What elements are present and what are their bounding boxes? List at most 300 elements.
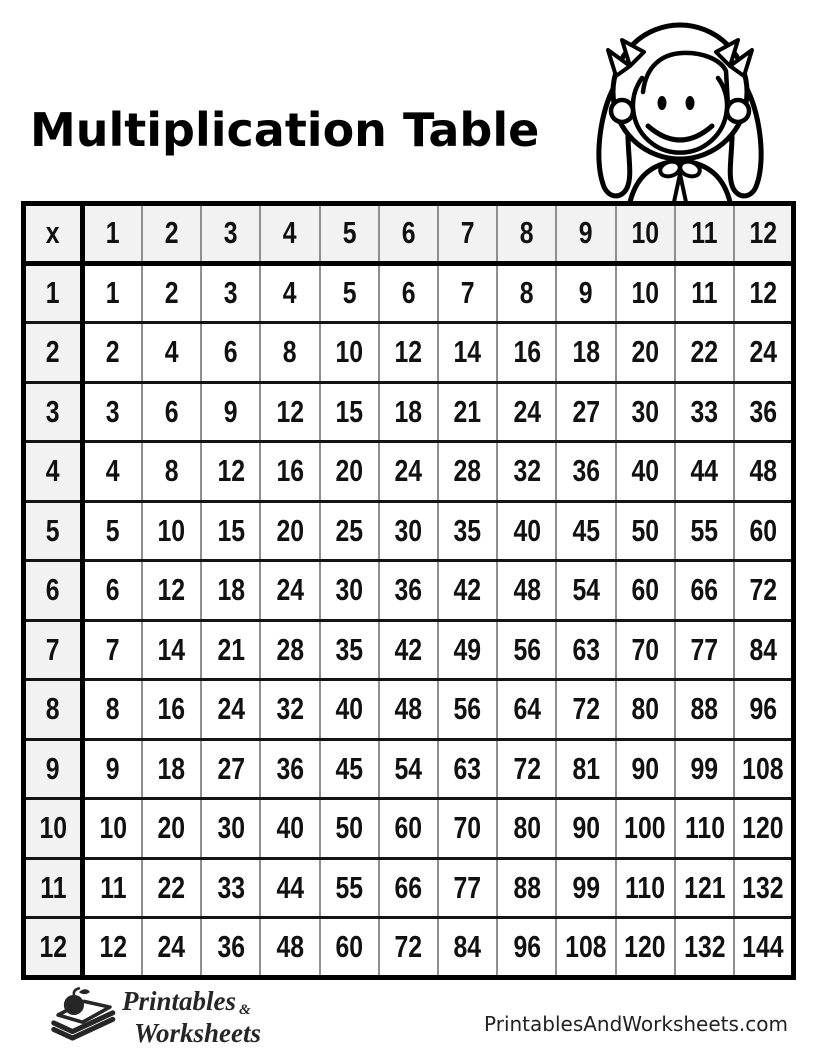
header-cell (556, 204, 615, 264)
header-cell (734, 204, 793, 264)
product-cell (675, 680, 734, 740)
product-cell (201, 561, 260, 621)
product-cell (734, 442, 793, 502)
cell-value: 6 (46, 572, 61, 608)
cell-value: 56 (453, 691, 482, 727)
cell-value: 77 (690, 631, 719, 667)
cell-value: 12 (394, 334, 423, 370)
cell-value: 24 (276, 572, 304, 608)
cell-value: 3 (223, 215, 238, 251)
row-label-cell (24, 442, 83, 502)
product-cell (616, 918, 675, 978)
product-cell (201, 382, 260, 442)
product-cell (675, 739, 734, 799)
header-cell (616, 204, 675, 264)
product-cell (497, 858, 556, 918)
cell-value: 77 (453, 869, 482, 905)
cell-value: 121 (683, 869, 726, 905)
table-row (24, 918, 794, 978)
cell-value: 28 (276, 631, 304, 667)
product-cell (616, 680, 675, 740)
product-cell (497, 382, 556, 442)
cell-value: 60 (749, 512, 777, 548)
product-cell (497, 918, 556, 978)
product-cell (320, 799, 379, 859)
cell-value: 70 (453, 810, 482, 846)
cell-value: 40 (631, 453, 660, 489)
product-cell (616, 263, 675, 323)
product-cell (142, 799, 201, 859)
cell-value: 42 (394, 631, 423, 667)
product-cell (734, 561, 793, 621)
cell-value: 110 (625, 869, 666, 905)
product-cell (675, 858, 734, 918)
cell-value: 144 (742, 928, 784, 964)
product-cell (438, 561, 497, 621)
product-cell (556, 620, 615, 680)
cell-value: 6 (106, 572, 120, 608)
cell-value: 100 (624, 810, 666, 846)
cell-value: 30 (335, 572, 363, 608)
cell-value: 8 (519, 215, 534, 251)
cell-value: 24 (749, 334, 777, 370)
cell-value: 54 (394, 750, 423, 786)
product-cell (556, 918, 615, 978)
logo-wordmark (122, 988, 261, 1047)
cell-value: 132 (683, 928, 726, 964)
cell-value: 5 (342, 275, 357, 311)
product-cell (320, 858, 379, 918)
product-cell (379, 501, 438, 561)
product-cell (142, 680, 201, 740)
cell-value: 36 (394, 572, 423, 608)
row-label-cell (24, 620, 83, 680)
cell-value: 60 (394, 810, 423, 846)
product-cell (675, 263, 734, 323)
product-cell (83, 799, 142, 859)
cell-value: 16 (157, 691, 186, 727)
product-cell (142, 858, 201, 918)
cell-value: x (46, 215, 61, 251)
cell-value: 45 (335, 750, 363, 786)
product-cell (438, 858, 497, 918)
cell-value: 27 (572, 393, 600, 429)
product-cell (260, 799, 319, 859)
product-cell (556, 501, 615, 561)
header-cell (438, 204, 497, 264)
product-cell (616, 739, 675, 799)
product-cell (201, 620, 260, 680)
product-cell (142, 382, 201, 442)
cell-value: 8 (106, 691, 120, 727)
header-cell (497, 204, 556, 264)
cell-value: 5 (106, 512, 120, 548)
product-cell (260, 382, 319, 442)
product-cell (734, 680, 793, 740)
product-cell (438, 739, 497, 799)
product-cell (497, 323, 556, 383)
cell-value: 48 (276, 928, 304, 964)
cell-value: 5 (342, 215, 357, 251)
cell-value: 72 (513, 750, 541, 786)
cell-value: 6 (164, 393, 179, 429)
cell-value: 27 (216, 750, 245, 786)
row-label-cell (24, 382, 83, 442)
cell-value: 88 (690, 691, 719, 727)
cell-value: 12 (39, 928, 67, 964)
table-row (24, 382, 794, 442)
header-cell (142, 204, 201, 264)
product-cell (438, 442, 497, 502)
header-cell (379, 204, 438, 264)
cell-value: 7 (460, 215, 475, 251)
logo-ampersand: & (239, 1002, 251, 1018)
row-label-cell (24, 799, 83, 859)
product-cell (260, 680, 319, 740)
cell-value: 42 (453, 572, 482, 608)
cell-value: 72 (394, 928, 423, 964)
cell-value: 2 (106, 334, 120, 370)
logo-line2: Worksheets (134, 1018, 262, 1048)
product-cell (497, 442, 556, 502)
product-cell (320, 263, 379, 323)
cell-value: 6 (401, 275, 416, 311)
cell-value: 70 (631, 631, 660, 667)
cell-value: 54 (572, 572, 600, 608)
cell-value: 11 (39, 869, 67, 905)
product-cell (142, 442, 201, 502)
product-cell (438, 620, 497, 680)
product-cell (379, 382, 438, 442)
product-cell (616, 323, 675, 383)
product-cell (379, 620, 438, 680)
cell-value: 32 (513, 453, 541, 489)
cell-value: 30 (394, 512, 423, 548)
cell-value: 10 (631, 215, 660, 251)
cell-value: 16 (276, 453, 304, 489)
cell-value: 50 (335, 810, 363, 846)
table-row (24, 620, 794, 680)
product-cell (142, 263, 201, 323)
product-cell (260, 620, 319, 680)
row-label-cell (24, 263, 83, 323)
product-cell (379, 680, 438, 740)
product-cell (616, 799, 675, 859)
cell-value: 90 (631, 750, 660, 786)
header-cell (260, 204, 319, 264)
cell-value: 36 (572, 453, 600, 489)
cell-value: 1 (106, 275, 120, 311)
cell-value: 21 (453, 393, 482, 429)
cell-value: 64 (513, 691, 541, 727)
cell-value: 33 (690, 393, 719, 429)
cell-value: 8 (519, 275, 534, 311)
cell-value: 55 (335, 869, 363, 905)
product-cell (438, 263, 497, 323)
cell-value: 16 (513, 334, 541, 370)
product-cell (83, 382, 142, 442)
cell-value: 20 (631, 334, 660, 370)
cell-value: 14 (453, 334, 482, 370)
cell-value: 35 (335, 631, 363, 667)
cell-value: 4 (283, 275, 297, 311)
cell-value: 22 (690, 334, 719, 370)
cell-value: 12 (749, 275, 777, 311)
table-row (24, 501, 794, 561)
cell-value: 5 (46, 512, 61, 548)
product-cell (201, 680, 260, 740)
cell-value: 24 (394, 453, 423, 489)
cell-value: 9 (223, 393, 238, 429)
cell-value: 40 (276, 810, 304, 846)
cell-value: 9 (579, 215, 593, 251)
product-cell (201, 501, 260, 561)
product-cell (260, 739, 319, 799)
cell-value: 40 (335, 691, 363, 727)
cell-value: 12 (749, 215, 777, 251)
product-cell (142, 918, 201, 978)
header-cell (201, 204, 260, 264)
cell-value: 120 (742, 810, 784, 846)
cell-value: 12 (216, 453, 245, 489)
product-cell (734, 620, 793, 680)
cell-value: 44 (276, 869, 304, 905)
product-cell (556, 561, 615, 621)
cell-value: 81 (572, 750, 600, 786)
product-cell (379, 263, 438, 323)
cell-value: 48 (749, 453, 777, 489)
cell-value: 120 (624, 928, 666, 964)
cell-value: 7 (460, 275, 475, 311)
row-label-cell (24, 858, 83, 918)
product-cell (379, 323, 438, 383)
product-cell (201, 442, 260, 502)
product-cell (320, 918, 379, 978)
cell-value: 49 (453, 631, 482, 667)
table-row (24, 323, 794, 383)
cell-value: 48 (394, 691, 423, 727)
cell-value: 6 (401, 215, 416, 251)
cell-value: 30 (216, 810, 245, 846)
product-cell (142, 561, 201, 621)
product-cell (675, 442, 734, 502)
cell-value: 10 (157, 512, 186, 548)
cell-value: 7 (106, 631, 120, 667)
cell-value: 66 (690, 572, 719, 608)
cell-value: 10 (39, 810, 67, 846)
product-cell (734, 263, 793, 323)
product-cell (556, 799, 615, 859)
product-cell (675, 918, 734, 978)
cell-value: 8 (283, 334, 297, 370)
cell-value: 8 (164, 453, 179, 489)
cell-value: 1 (46, 275, 61, 311)
product-cell (83, 620, 142, 680)
cell-value: 4 (164, 334, 179, 370)
product-cell (556, 442, 615, 502)
product-cell (497, 620, 556, 680)
product-cell (616, 620, 675, 680)
product-cell (616, 501, 675, 561)
cell-value: 10 (631, 275, 660, 311)
cell-value: 55 (690, 512, 719, 548)
cell-value: 110 (684, 810, 725, 846)
product-cell (497, 263, 556, 323)
product-cell (497, 501, 556, 561)
product-cell (675, 799, 734, 859)
cell-value: 50 (631, 512, 660, 548)
cell-value: 2 (164, 215, 179, 251)
cell-value: 72 (572, 691, 600, 727)
cell-value: 36 (749, 393, 777, 429)
cell-value: 56 (513, 631, 541, 667)
product-cell (675, 561, 734, 621)
cell-value: 15 (216, 512, 245, 548)
product-cell (260, 263, 319, 323)
product-cell (320, 680, 379, 740)
product-cell (497, 680, 556, 740)
cell-value: 132 (742, 869, 784, 905)
cell-value: 11 (99, 869, 127, 905)
cell-value: 36 (216, 928, 245, 964)
cell-value: 18 (572, 334, 600, 370)
cell-value: 96 (513, 928, 541, 964)
product-cell (260, 323, 319, 383)
product-cell (201, 263, 260, 323)
cell-value: 6 (223, 334, 238, 370)
cell-value: 12 (276, 393, 304, 429)
product-cell (379, 799, 438, 859)
row-label-cell (24, 918, 83, 978)
product-cell (734, 382, 793, 442)
cell-value: 80 (513, 810, 541, 846)
header-cell (675, 204, 734, 264)
product-cell (675, 323, 734, 383)
product-cell (201, 858, 260, 918)
header-cell (24, 204, 83, 264)
cell-value: 88 (513, 869, 541, 905)
header-cell (83, 204, 142, 264)
product-cell (320, 739, 379, 799)
printables-worksheets-logo-icon (48, 986, 120, 1044)
girl-with-pigtails-icon (586, 16, 774, 204)
product-cell (379, 858, 438, 918)
product-cell (320, 382, 379, 442)
cell-value: 44 (690, 453, 719, 489)
cell-value: 30 (631, 393, 660, 429)
cell-value: 7 (46, 631, 61, 667)
cell-value: 4 (106, 453, 120, 489)
table-row (24, 739, 794, 799)
table-row (24, 799, 794, 859)
cell-value: 10 (335, 334, 363, 370)
cell-value: 60 (631, 572, 660, 608)
product-cell (320, 561, 379, 621)
product-cell (201, 918, 260, 978)
product-cell (260, 918, 319, 978)
cell-value: 18 (216, 572, 245, 608)
product-cell (379, 561, 438, 621)
product-cell (320, 442, 379, 502)
cell-value: 60 (335, 928, 363, 964)
cell-value: 35 (453, 512, 482, 548)
cell-value: 84 (453, 928, 482, 964)
cell-value: 108 (565, 928, 607, 964)
cell-value: 32 (276, 691, 304, 727)
website-url: PrintablesAndWorksheets.com (484, 1012, 788, 1036)
cell-value: 18 (157, 750, 186, 786)
cell-value: 99 (572, 869, 600, 905)
table-row (24, 680, 794, 740)
product-cell (616, 858, 675, 918)
cell-value: 99 (690, 750, 719, 786)
cell-value: 80 (631, 691, 660, 727)
row-label-cell (24, 739, 83, 799)
table-header-row (24, 204, 794, 264)
product-cell (556, 263, 615, 323)
cell-value: 12 (99, 928, 127, 964)
product-cell (675, 382, 734, 442)
product-cell (556, 739, 615, 799)
product-cell (497, 799, 556, 859)
cell-value: 28 (453, 453, 482, 489)
logo-printables-text: Printables (122, 986, 237, 1016)
product-cell (320, 501, 379, 561)
product-cell (260, 442, 319, 502)
row-label-cell (24, 680, 83, 740)
cell-value: 8 (46, 691, 61, 727)
table-row (24, 442, 794, 502)
product-cell (142, 501, 201, 561)
cell-value: 3 (106, 393, 120, 429)
product-cell (379, 442, 438, 502)
product-cell (83, 739, 142, 799)
product-cell (83, 680, 142, 740)
page-title: Multiplication Table (30, 103, 540, 157)
cell-value: 22 (157, 869, 186, 905)
product-cell (379, 918, 438, 978)
product-cell (438, 799, 497, 859)
cell-value: 63 (453, 750, 482, 786)
cell-value: 4 (283, 215, 297, 251)
product-cell (497, 561, 556, 621)
cell-value: 84 (749, 631, 777, 667)
product-cell (556, 382, 615, 442)
product-cell (142, 323, 201, 383)
cell-value: 48 (513, 572, 541, 608)
cell-value: 20 (157, 810, 186, 846)
cell-value: 63 (572, 631, 600, 667)
cell-value: 96 (749, 691, 777, 727)
cell-value: 18 (394, 393, 423, 429)
product-cell (260, 501, 319, 561)
cell-value: 24 (216, 691, 245, 727)
logo-line1 (122, 988, 261, 1018)
cell-value: 2 (46, 334, 61, 370)
cell-value: 3 (223, 275, 238, 311)
row-label-cell (24, 323, 83, 383)
product-cell (83, 323, 142, 383)
cell-value: 90 (572, 810, 600, 846)
cell-value: 45 (572, 512, 600, 548)
product-cell (438, 501, 497, 561)
product-cell (734, 799, 793, 859)
cell-value: 20 (335, 453, 363, 489)
header-cell (320, 204, 379, 264)
cell-value: 14 (157, 631, 186, 667)
cell-value: 40 (513, 512, 541, 548)
cell-value: 9 (46, 750, 61, 786)
